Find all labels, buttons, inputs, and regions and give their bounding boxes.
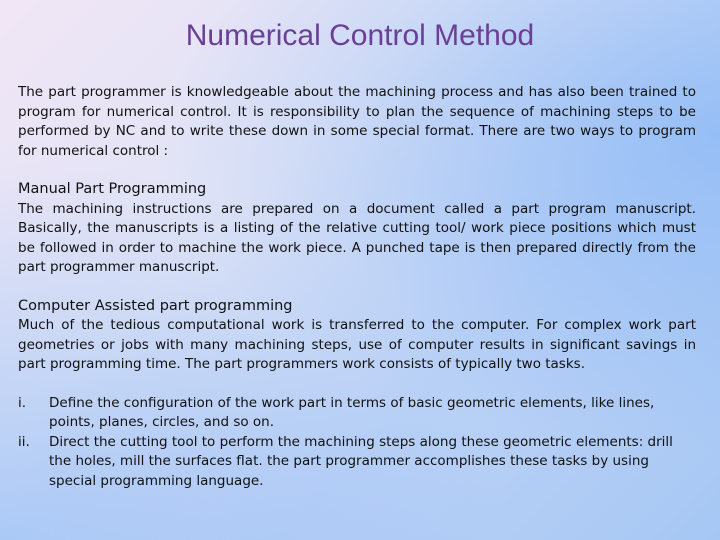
- list-item: [18, 394, 696, 433]
- manual-programming-body: The machining instructions are prepared on a document called a part program manuscript. Basically, the manuscripts is a listing of the relative cutting tool/ work piece positions which must be followed in order to machine the work piece. A punched tape is then prepared directly from the part programmer manuscript.: [18, 200, 696, 275]
- intro-paragraph: The part programmer is knowledgeable about the machining process and has also been trained to program for numerical control. It is responsibility to plan the sequence of machining steps to be performed by NC and to write these down in some special format. There are two ways to program for numerical control :: [18, 84, 696, 159]
- slide-title: Numerical Control Method: [185, 19, 535, 52]
- computer-programming-section: [18, 297, 696, 375]
- manual-programming-heading: Manual Part Programming: [18, 181, 207, 197]
- list-item: [18, 433, 696, 492]
- computer-programming-heading: Computer Assisted part programming: [18, 297, 293, 314]
- list-item-text: Direct the cutting tool to perform the machining steps along these geometric elements: drill the holes, mill the surfaces flat. the part programmer accomplishes these tasks by using special programming language.: [49, 433, 673, 489]
- list-item-number: ii.: [18, 433, 30, 450]
- computer-programming-body: Much of the tedious computational work is transferred to the computer. For complex work part geometries or jobs with many machining steps, use of computer results in significant savings in part programming time. The part programmers work consists of typically two tasks.: [18, 317, 696, 372]
- task-list: [18, 394, 696, 492]
- slide-content: [18, 83, 696, 491]
- manual-programming-section: [18, 180, 696, 278]
- list-item-number: i.: [18, 394, 27, 411]
- list-item-text: Define the configuration of the work part in terms of basic geometric elements, like lines, points, planes, circles, and so on.: [49, 394, 655, 430]
